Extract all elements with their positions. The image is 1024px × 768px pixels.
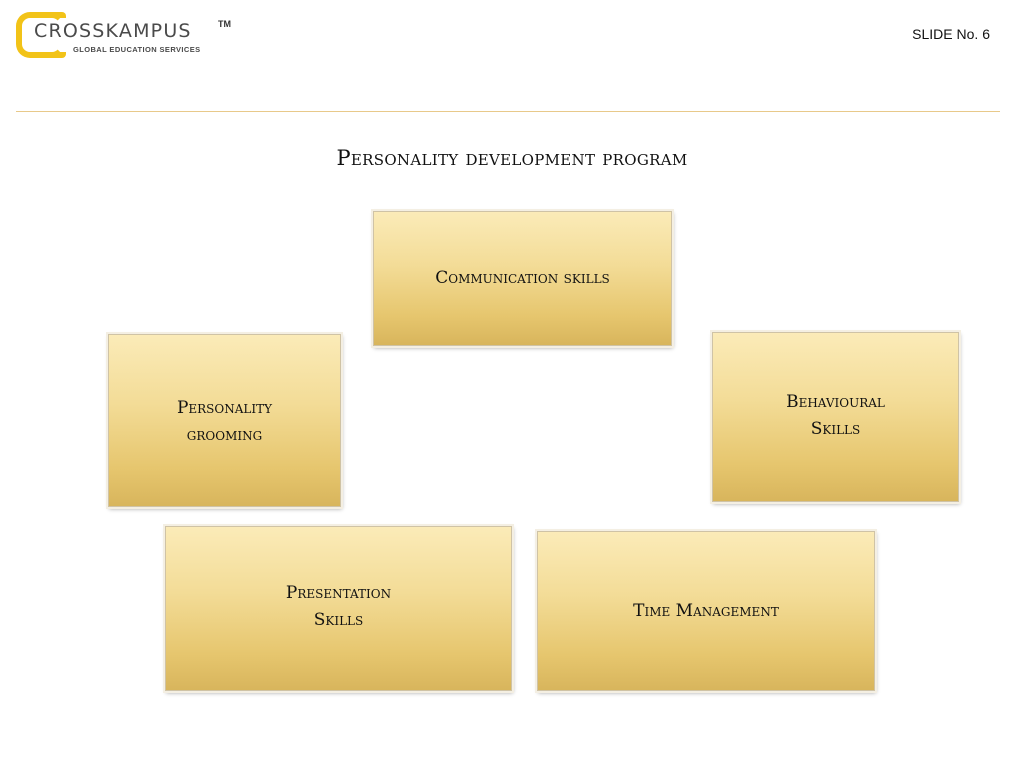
box-behavioural-skills <box>712 332 959 502</box>
box-behavioural-label: Behavioural Skills <box>786 392 885 439</box>
box-time-management <box>537 531 875 691</box>
box-time-label: Time Management <box>633 600 779 621</box>
header-divider <box>16 111 1000 112</box>
logo-trademark: TM <box>218 19 231 29</box>
slide-title: Personality development program <box>336 146 688 170</box>
box-presentation-skills <box>165 526 512 691</box>
slide-number: SLIDE No. 6 <box>912 26 990 42</box>
box-presentation-label: Presentation Skills <box>285 583 392 630</box>
box-communication-label: Communication skills <box>435 268 610 288</box>
crosskampus-logo <box>16 10 236 62</box>
box-communication-skills <box>373 211 672 346</box>
box-personality-grooming <box>108 334 341 507</box>
logo-tagline: GLOBAL EDUCATION SERVICES <box>73 45 201 54</box>
logo-wordmark: CROSSKAMPUS <box>34 20 192 42</box>
box-personality-label: Personality grooming <box>176 397 273 445</box>
